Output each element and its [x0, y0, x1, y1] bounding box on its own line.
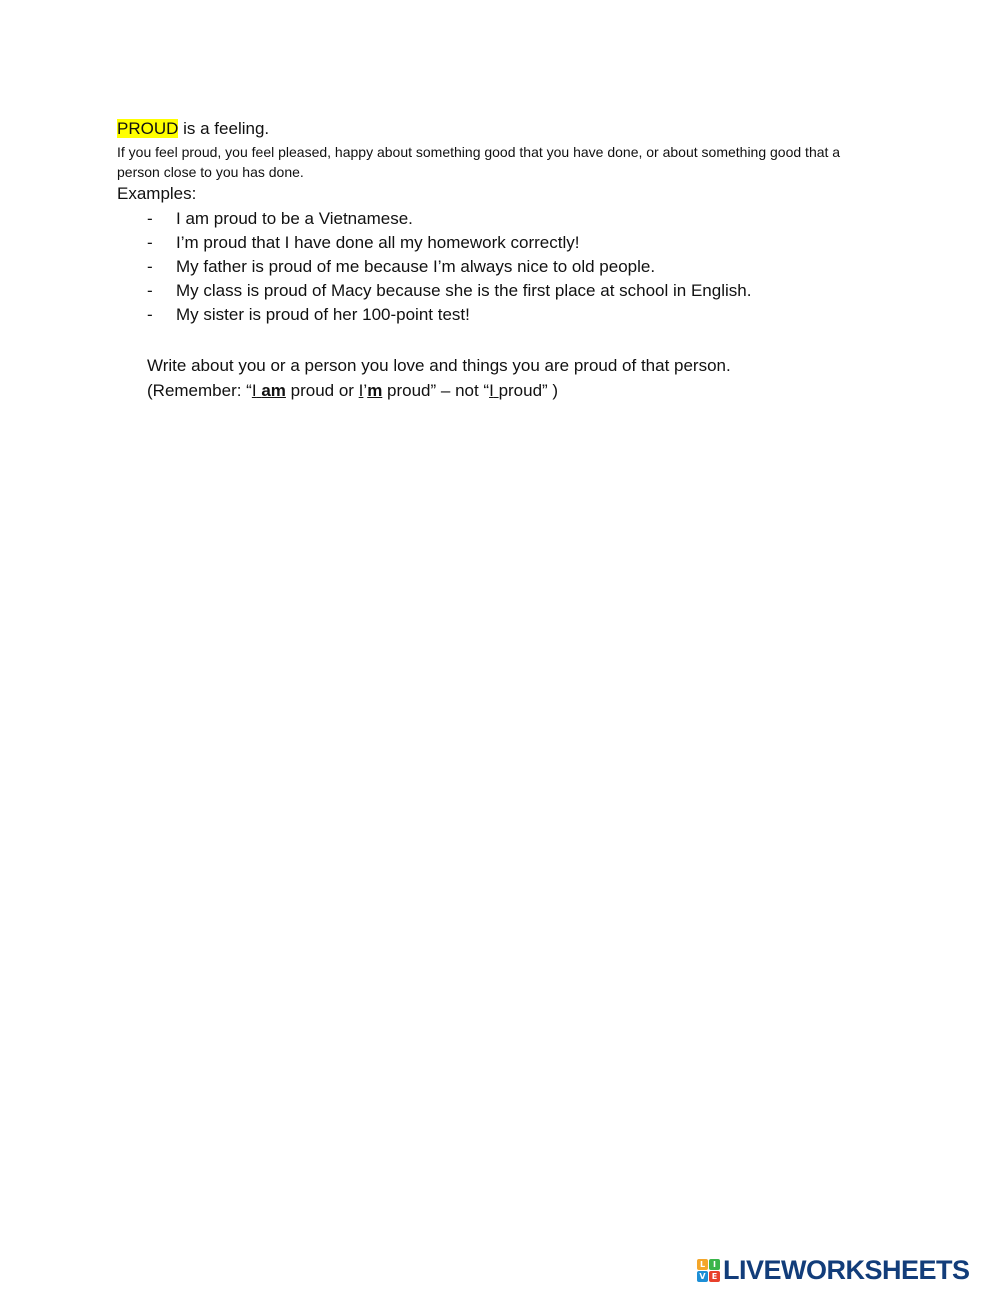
worksheet-content — [117, 118, 877, 403]
bullet-dash: - — [147, 233, 153, 252]
example-text: My sister is proud of her 100-point test! — [176, 305, 470, 324]
liveworksheets-logo — [697, 1256, 970, 1284]
logo-text: LIVEWORKSHEETS — [723, 1254, 970, 1285]
reminder-i1: I — [251, 381, 257, 400]
definition-text: If you feel proud, you feel pleased, happy about something good that you have done, or about something good that a person close to you has done. — [117, 144, 841, 180]
logo-mark-letter: L — [697, 1259, 708, 1270]
reminder-apostrophe: ’ — [363, 381, 368, 400]
instructions-block — [147, 353, 877, 403]
logo-mark-letter: I — [709, 1259, 720, 1270]
example-item — [117, 231, 877, 255]
examples-heading: Examples: — [117, 184, 197, 203]
examples-list — [117, 207, 877, 327]
intro-heading-rest: is a feeling. — [178, 119, 270, 138]
reminder-m: m — [367, 381, 383, 400]
example-text: My father is proud of me because I’m always nice to old people. — [176, 257, 656, 276]
logo-mark-letter: V — [697, 1271, 708, 1282]
bullet-dash: - — [147, 257, 153, 276]
reminder-suffix: proud” ) — [498, 381, 559, 400]
reminder-i2: I — [358, 381, 364, 400]
example-item — [117, 255, 877, 279]
example-item — [117, 207, 877, 231]
reminder-text — [147, 378, 877, 403]
logo-mark-letter: E — [709, 1271, 720, 1282]
reminder-am: am — [261, 381, 286, 400]
example-text: My class is proud of Macy because she is the first place at school in English. — [176, 281, 752, 300]
keyword-highlight: PROUD — [117, 119, 179, 138]
bullet-dash: - — [147, 305, 153, 324]
instruction-text: Write about you or a person you love and things you are proud of that person. — [147, 356, 731, 375]
example-item — [117, 279, 877, 303]
reminder-mid2: proud” – not “ — [382, 381, 490, 400]
reminder-i-am — [252, 381, 286, 400]
intro-heading — [117, 118, 877, 140]
bullet-dash: - — [147, 281, 153, 300]
reminder-prefix: (Remember: “ — [147, 381, 252, 400]
reminder-mid: proud or — [285, 381, 359, 400]
reminder-i3-wrap — [489, 381, 498, 400]
bullet-dash: - — [147, 209, 153, 228]
example-text: I’m proud that I have done all my homework correctly! — [176, 233, 580, 252]
logo-mark-icon — [697, 1259, 720, 1282]
example-item — [117, 303, 877, 327]
reminder-i3: I — [489, 381, 494, 400]
example-text: I am proud to be a Vietnamese. — [176, 209, 413, 228]
